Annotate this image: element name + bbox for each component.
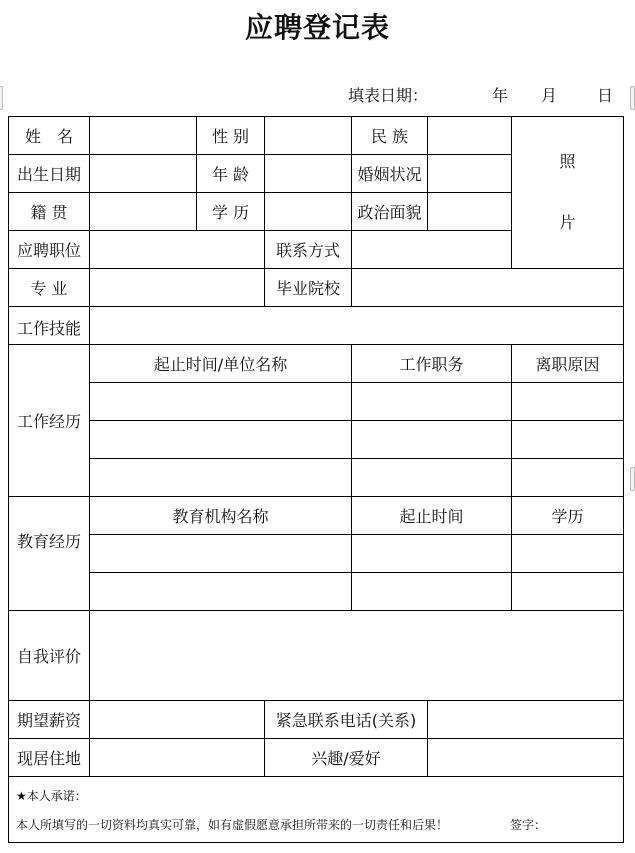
day-label: 日 <box>597 86 614 105</box>
right-page-edge-marker <box>630 86 635 110</box>
pledge-heading: ★本人承诺： <box>16 789 87 803</box>
edu-col-degree: 学历 <box>551 507 584 526</box>
label-photo-bottom: 片 <box>559 212 576 232</box>
work-col-title: 工作职务 <box>399 355 464 374</box>
label-birth-date: 出生日期 <box>16 165 81 184</box>
form-title: 应聘登记表 <box>244 11 390 44</box>
work-col-leave-reason: 离职原因 <box>535 355 600 374</box>
edu-col-period: 起止时间 <box>399 507 464 526</box>
label-work-history: 工作经历 <box>16 412 81 431</box>
label-position: 应聘职位 <box>16 241 81 260</box>
label-native-place: 籍 贯 <box>30 203 68 222</box>
fill-date-label: 填表日期： <box>348 86 429 105</box>
label-expected-salary: 期望薪资 <box>16 711 81 730</box>
edu-col-institution: 教育机构名称 <box>172 507 269 526</box>
label-age: 年 龄 <box>211 165 250 184</box>
label-skills: 工作技能 <box>16 319 81 338</box>
pledge-text: 本人所填写的一切资料均真实可靠，如有虚假愿意承担所带来的一切责任和后果！ <box>16 818 449 832</box>
label-marital-status: 婚姻状况 <box>357 165 422 184</box>
label-photo-top: 照 <box>559 151 576 171</box>
label-education: 学 历 <box>211 203 250 222</box>
label-current-address: 现居住地 <box>16 749 81 768</box>
label-gender: 性 别 <box>211 127 250 146</box>
label-hobbies: 兴趣/爱好 <box>311 749 381 768</box>
left-page-edge-marker <box>0 86 3 110</box>
right-scroll-marker <box>630 467 635 491</box>
month-label: 月 <box>541 86 558 105</box>
label-contact: 联系方式 <box>275 241 340 260</box>
signature-label: 签字： <box>510 818 547 832</box>
label-ethnicity: 民 族 <box>370 127 409 146</box>
year-label: 年 <box>492 86 509 105</box>
work-col-period-company: 起止时间/单位名称 <box>153 355 288 374</box>
label-name: 姓 名 <box>24 127 73 146</box>
label-major: 专 业 <box>30 279 68 298</box>
label-school: 毕业院校 <box>275 279 340 298</box>
label-political-status: 政治面貌 <box>357 203 422 222</box>
fill-date-row <box>0 83 635 107</box>
label-self-evaluation: 自我评价 <box>16 647 81 666</box>
label-education-history: 教育经历 <box>16 531 81 551</box>
label-emergency-contact: 紧急联系电话(关系) <box>275 711 417 730</box>
